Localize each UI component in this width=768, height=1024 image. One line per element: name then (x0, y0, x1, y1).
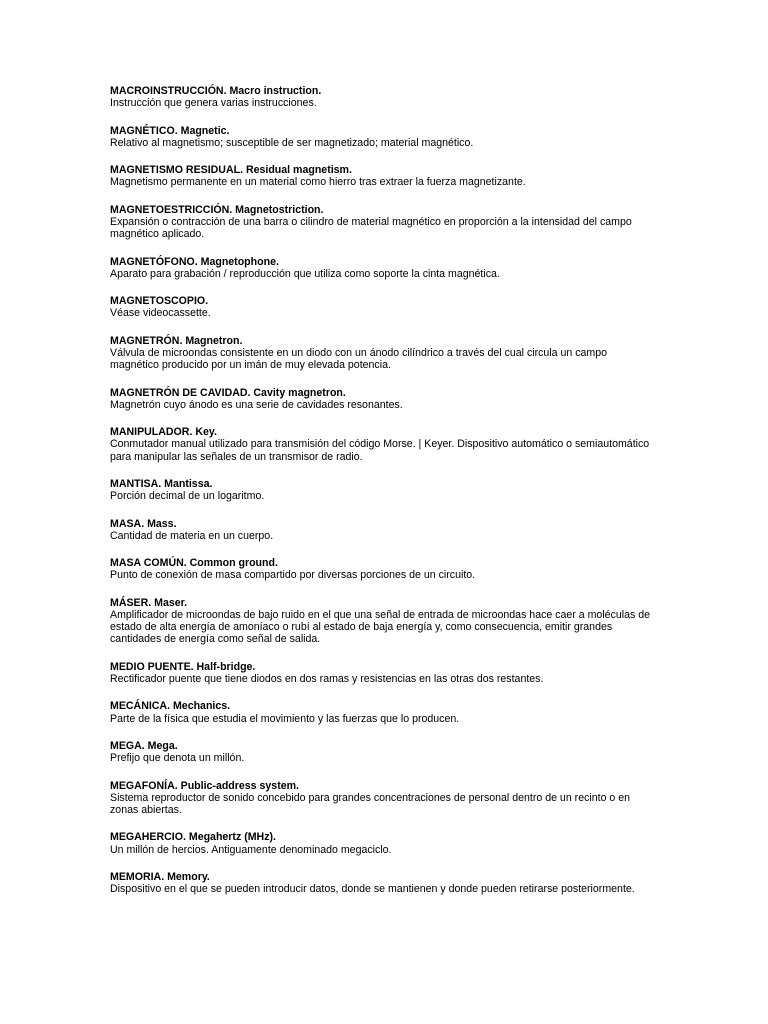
glossary-entry (110, 125, 658, 149)
entry-term: MEGAHERCIO. Megahertz (MHz). (110, 831, 276, 844)
glossary-entry (110, 295, 658, 319)
entry-term: MAGNETISMO RESIDUAL. Residual magnetism. (110, 164, 352, 177)
entry-definition: Relativo al magnetismo; susceptible de ser magnetizado; material magnético. (110, 136, 474, 149)
glossary-entry (110, 661, 658, 685)
glossary-entry (110, 164, 658, 188)
entry-definition: Un millón de hercios. Antiguamente denominado megaciclo. (110, 843, 392, 856)
entry-term: MEGAFONÍA. Public-address system. (110, 779, 299, 792)
entry-term: MEDIO PUENTE. Half-bridge. (110, 660, 256, 673)
glossary-entry (110, 204, 658, 241)
entry-term: MASA COMÚN. Common ground. (110, 557, 278, 570)
entry-definition: Amplificador de microondas de bajo ruido en el que una señal de entrada de microondas hace caer a moléculas de estado de alta energía de amoníaco o rubí al estado de baja energía y, como consecuencia, emitir grandes cantidades de energía como señal de salida. (110, 608, 651, 646)
glossary-entry (110, 85, 658, 109)
glossary-entry (110, 478, 658, 502)
glossary-entry (110, 780, 658, 817)
entry-definition: Conmutador manual utilizado para transmisión del código Morse. | Keyer. Dispositivo automático o semiautomático para manipular las señales de un transmisor de radio. (110, 438, 650, 463)
glossary-entry (110, 597, 658, 646)
entry-definition: Magnetismo permanente en un material como hierro tras extraer la fuerza magnetizante. (110, 176, 526, 189)
entry-definition: Parte de la física que estudia el movimiento y las fuerzas que lo producen. (110, 712, 460, 725)
entry-definition: Punto de conexión de masa compartido por diversas porciones de un circuito. (110, 569, 476, 582)
entry-definition: Instrucción que genera varias instrucciones. (110, 97, 317, 110)
glossary-entry (110, 740, 658, 764)
entry-term: MAGNETRÓN. Magnetron. (110, 334, 243, 347)
entry-term: MANTISA. Mantissa. (110, 477, 213, 490)
entry-term: MASA. Mass. (110, 517, 177, 530)
glossary-entry (110, 831, 658, 855)
entry-term: MEMORIA. Memory. (110, 870, 210, 883)
entry-definition: Cantidad de materia en un cuerpo. (110, 529, 274, 542)
entry-term: MAGNETOESTRICCIÓN. Magnetostriction. (110, 203, 324, 216)
entry-term: MAGNETOSCOPIO. (110, 295, 209, 308)
entry-term: MAGNÉTICO. Magnetic. (110, 124, 230, 137)
glossary-page (110, 85, 658, 911)
entry-term: MAGNETRÓN DE CAVIDAD. Cavity magnetron. (110, 386, 346, 399)
entry-definition: Expansión o contracción de una barra o cilindro de material magnético en proporción a la intensidad del campo magnético aplicado. (110, 215, 632, 241)
glossary-entry (110, 387, 658, 411)
entry-definition: Rectificador puente que tiene diodos en dos ramas y resistencias en las otras dos restantes. (110, 672, 544, 685)
entry-definition: Dispositivo en el que se pueden introducir datos, donde se mantienen y donde pueden retirarse posteriormente. (110, 883, 635, 896)
glossary-entry (110, 518, 658, 542)
glossary-entry (110, 256, 658, 280)
entry-definition: Aparato para grabación / reproducción que utiliza como soporte la cinta magnética. (110, 267, 500, 280)
entry-definition: Magnetrón cuyo ánodo es una serie de cavidades resonantes. (110, 398, 403, 411)
entry-term: MAGNETÓFONO. Magnetophone. (110, 255, 279, 268)
glossary-entry (110, 871, 658, 895)
entry-definition: Véase videocassette. (110, 307, 211, 320)
glossary-entry (110, 557, 658, 581)
entry-definition: Prefijo que denota un millón. (110, 752, 245, 765)
entry-definition: Sistema reproductor de sonido concebido para grandes concentraciones de personal dentro de un recinto o en zonas abiertas. (110, 791, 631, 816)
entry-term: MÁSER. Maser. (110, 596, 188, 609)
entry-term: MACROINSTRUCCIÓN. Macro instruction. (110, 85, 322, 97)
entry-term: MANIPULADOR. Key. (110, 426, 217, 439)
entry-definition: Porción decimal de un logaritmo. (110, 490, 265, 503)
entry-term: MEGA. Mega. (110, 739, 178, 752)
glossary-entry (110, 700, 658, 724)
glossary-entry (110, 426, 658, 463)
entry-term: MECÁNICA. Mechanics. (110, 700, 231, 713)
glossary-entry (110, 335, 658, 372)
entry-definition: Válvula de microondas consistente en un diodo con un ánodo cilíndrico a través del cual circula un campo magnético producido por un imán de muy elevada potencia. (110, 346, 608, 372)
